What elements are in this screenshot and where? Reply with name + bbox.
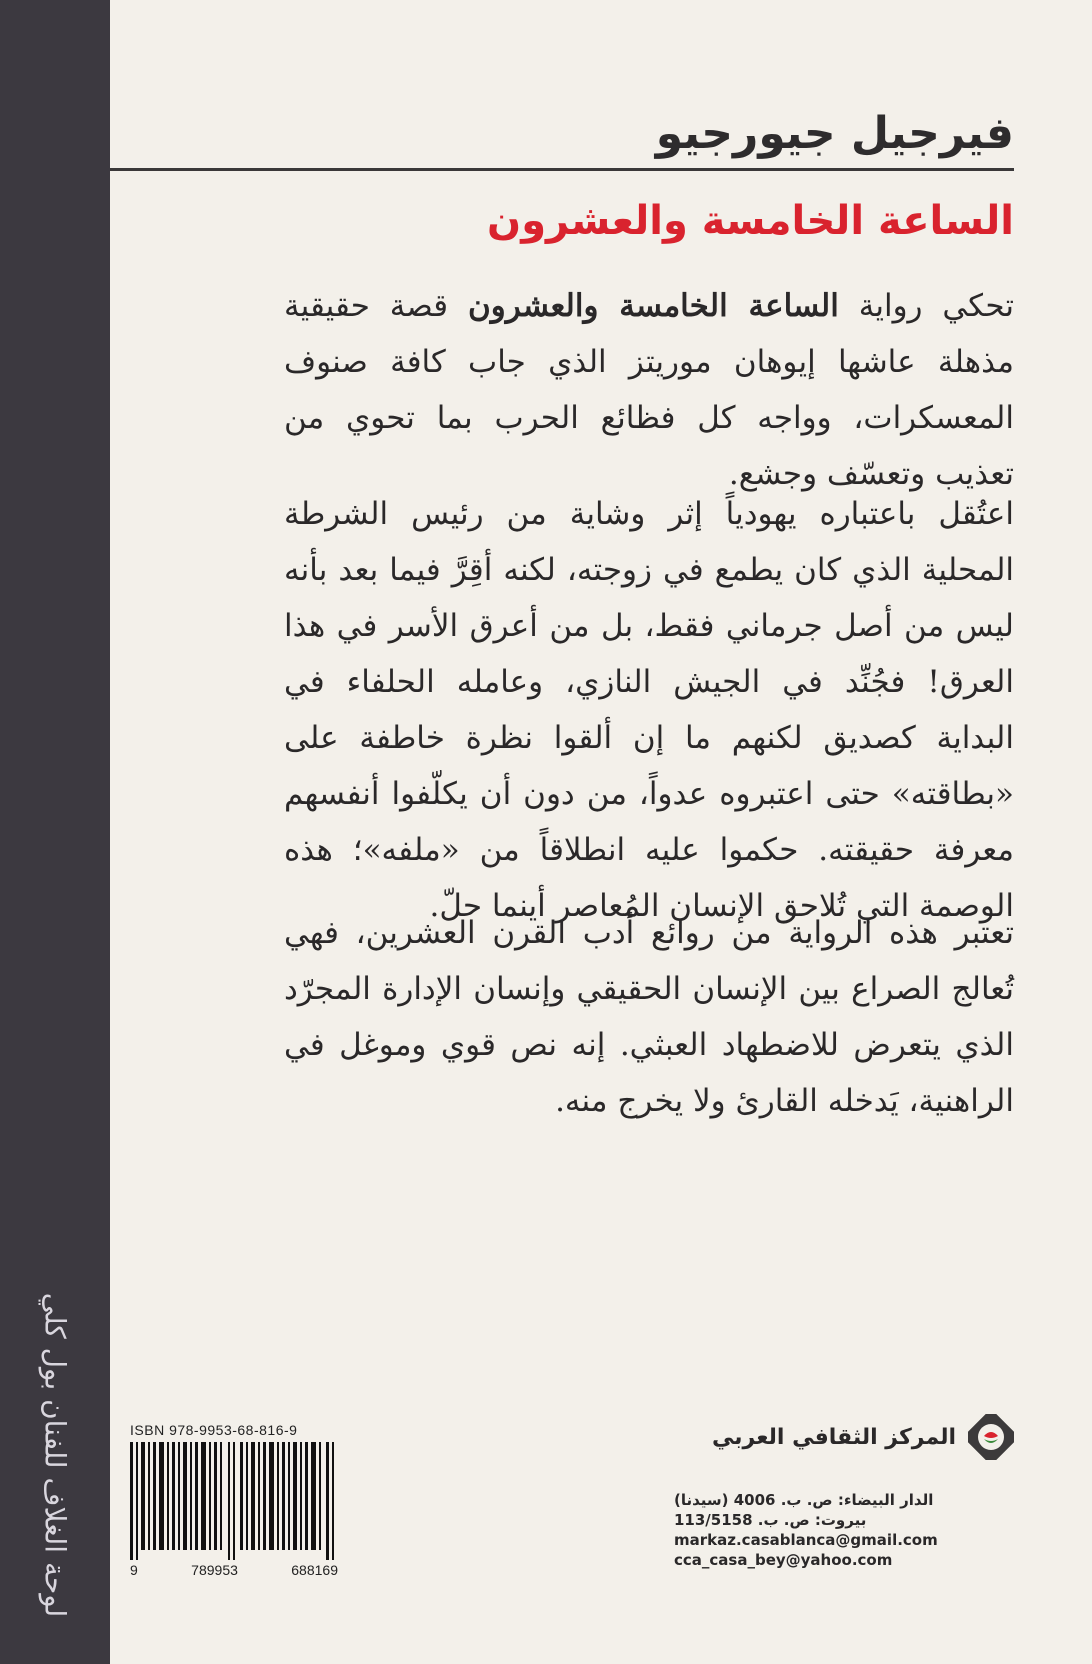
cover-artist-credit: لوحة الغلاف للفنان بول كلي bbox=[38, 1292, 72, 1618]
blurb-paragraph-2: اعتُقل باعتباره يهودياً إثر وشاية من رئيس الشرطة المحلية الذي كان يطمع في زوجته، لكنه أقِرَّ فيما بعد بأنه ليس من أصل جرماني فقط، بل من أعرق الأسر في هذا العرق! فجُنِّد في الجيش النازي، وعامله الحلفاء في البداية كصديق لكنهم ما إن ألقوا نظرة خاطفة على «بطاقته» حتى اعتبروه عدواً، من دون أن يكلّفوا أنفسهم معرفة حقيقته. حكموا عليه انطلاقاً من «ملفه»؛ هذه الوصمة التي تُلاحق الإنسان المُعاصر أينما حلّ. bbox=[284, 496, 1014, 924]
publisher-block bbox=[712, 1414, 1014, 1460]
book-spine bbox=[0, 0, 110, 1664]
publisher-address bbox=[674, 1490, 1014, 1570]
author-name: فيرجيل جيورجيو bbox=[655, 108, 1014, 159]
publisher-name: المركز الثقافي العربي bbox=[712, 1424, 956, 1450]
blurb-p1-rest: قصة حقيقية مذهلة عاشها إيوهان موريتز الذي جاب كافة صنوف المعسكرات، وواجه كل فظائع الحرب بما تحوي من تعذيب وتعسّف وجشع. bbox=[284, 288, 1014, 492]
publisher-logo-icon bbox=[968, 1414, 1014, 1460]
divider-line bbox=[110, 168, 1014, 171]
isbn-block bbox=[130, 1422, 338, 1578]
blurb-paragraph-3: تعتبر هذه الرواية من روائع أدب القرن العشرين، فهي تُعالج الصراع بين الإنسان الحقيقي وإنسان الإدارة المجرّد الذي يتعرض للاضطهاد العبثي. إنه نص قوي وموغل في الراهنية، يَدخله القارئ ولا يخرج منه. bbox=[284, 915, 1014, 1119]
email-2: cca_casa_bey@yahoo.com bbox=[674, 1551, 893, 1569]
blurb-p1-intro: تحكي رواية bbox=[838, 288, 1015, 324]
barcode-icon bbox=[130, 1442, 338, 1560]
blurb-p1-title: الساعة الخامسة والعشرون bbox=[467, 288, 839, 324]
barcode-digits-right: 688169 bbox=[291, 1562, 338, 1578]
barcode-digits bbox=[130, 1562, 338, 1578]
email-1: markaz.casablanca@gmail.com bbox=[674, 1531, 938, 1549]
blurb-paragraph-1 bbox=[284, 278, 1014, 502]
book-title: الساعة الخامسة والعشرون bbox=[487, 198, 1014, 244]
barcode-digit-lead: 9 bbox=[130, 1562, 138, 1578]
isbn-number: ISBN 978-9953-68-816-9 bbox=[130, 1422, 298, 1438]
address-beirut: بيروت: ص. ب. 113/5158 bbox=[674, 1511, 867, 1529]
address-casablanca: الدار البيضاء: ص. ب. 4006 (سيدنا) bbox=[674, 1491, 934, 1509]
barcode-digits-left: 789953 bbox=[191, 1562, 238, 1578]
